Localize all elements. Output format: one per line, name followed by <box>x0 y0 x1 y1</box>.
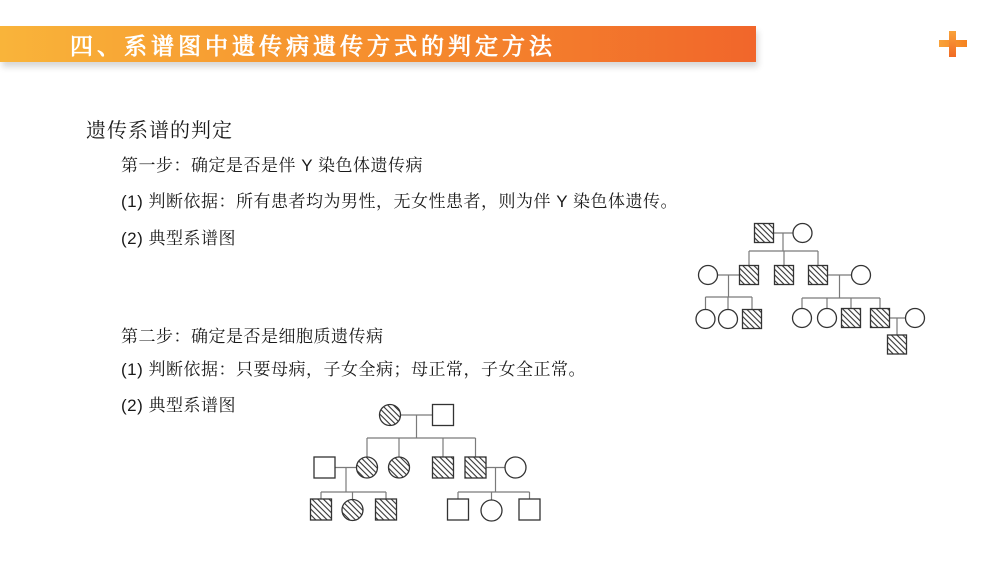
step1-title: 第一步：确定是否是伴 Y 染色体遗传病 <box>121 156 423 175</box>
pedigree-y-linked-diagram <box>688 218 933 360</box>
step2-diagram-label: (2) 典型系谱图 <box>121 396 236 415</box>
step1-judgment-basis: (1) 判断依据：所有患者均为男性，无女性患者，则为伴 Y 染色体遗传。 <box>121 192 678 211</box>
plus-icon <box>939 31 967 57</box>
section-subtitle: 遗传系谱的判定 <box>86 120 233 142</box>
plus-icon-vertical-bar <box>949 31 956 57</box>
pedigree-cytoplasmic-diagram <box>300 398 550 528</box>
step2-judgment-basis: (1) 判断依据：只要母病，子女全病；母正常，子女全正常。 <box>121 360 586 379</box>
header-bar <box>0 26 756 62</box>
step2-title: 第二步：确定是否是细胞质遗传病 <box>121 327 384 346</box>
step1-diagram-label: (2) 典型系谱图 <box>121 229 236 248</box>
page-title: 四、系谱图中遗传病遗传方式的判定方法 <box>70 32 556 59</box>
